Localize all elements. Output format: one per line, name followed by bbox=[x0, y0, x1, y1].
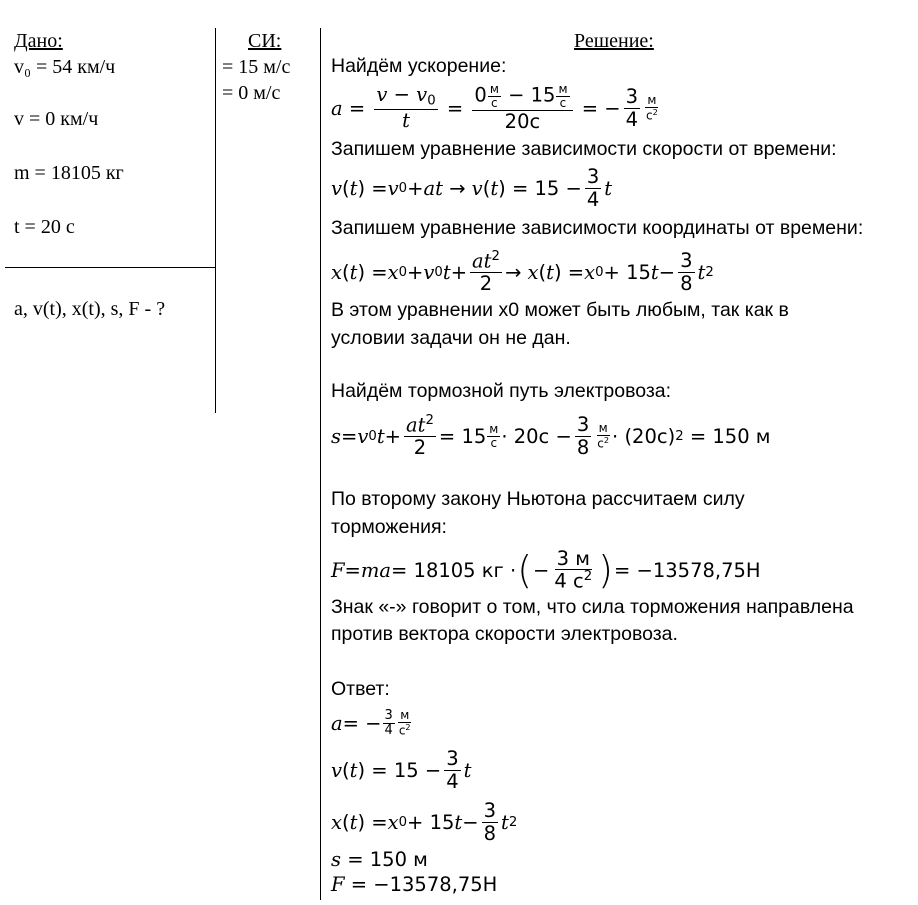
velocity-title: Запишем уравнение зависимости скорости от времени: bbox=[331, 138, 837, 160]
force-mass: 18105 кг bbox=[413, 558, 504, 582]
newton-line1: По второму закону Ньютона рассчитаем силу bbox=[331, 488, 745, 510]
path-title: Найдём тормозной путь электровоза: bbox=[331, 380, 672, 402]
solution-header: Решение: bbox=[574, 30, 654, 52]
x0-note-line2: условии задачи он не дан. bbox=[331, 327, 571, 349]
si-v0: = 15 м/с bbox=[222, 56, 291, 78]
force-result: −13578,75Н bbox=[636, 558, 761, 582]
given-find: a, v(t), x(t), s, F - ? bbox=[14, 298, 166, 320]
velocity-formula: v ( t ) = v 0 + at → v ( t ) = 15 − $\frac{3}{4}$ t bbox=[331, 164, 613, 211]
si-header: СИ: bbox=[248, 30, 282, 52]
given-t: t = 20 с bbox=[14, 216, 75, 238]
sign-note-line2: против вектора скорости электровоза. bbox=[331, 623, 678, 645]
answer-force-value: −13578,75Н bbox=[373, 872, 498, 896]
answer-accel: a = − $\frac{3}{4}$ $\frac{м}{с^2}$ bbox=[331, 707, 411, 738]
divider-given-si bbox=[215, 28, 216, 413]
divider-given-find bbox=[5, 267, 216, 268]
answer-title: Ответ: bbox=[331, 678, 390, 700]
answer-coord: x ( t ) = x 0 + 15 t − $\frac{3}{8}$ t 2 bbox=[331, 798, 518, 845]
given-header: Дано: bbox=[14, 30, 63, 52]
accel-formula: a = $\frac{v - v_0}{t}$ = 0 $\frac{м}{с}$ − 15 $\frac{м}{с}$ 20с = − $\frac{3}{4}$ $\frac{м}{с^2}$ bbox=[331, 82, 658, 133]
coord-formula: x ( t ) = x 0 + v 0 t + $\frac{at^2}{2}$ → x ( t ) = x 0 + 15 t − $\frac{3}{8}$ t 2 bbox=[331, 248, 714, 295]
force-formula: F = ma = 18105 кг · ( − $\frac{3 м}{4 с^2}$ ) = −13578,75Н bbox=[331, 546, 761, 593]
answer-velocity: v ( t ) = 15 − $\frac{3}{4}$ t bbox=[331, 746, 472, 793]
si-v: = 0 м/с bbox=[222, 82, 281, 104]
answer-path-value: 150 м bbox=[369, 847, 428, 871]
path-formula: s = v 0 t + $\frac{at^2}{2}$ = 15 $\frac{м}{с}$ · 20с − $\frac{3}{8}$ $\frac{м}{с^2}$ · (20с) 2 = 150 м bbox=[331, 412, 771, 459]
newton-line2: торможения: bbox=[331, 516, 447, 538]
coord-title: Запишем уравнение зависимости координаты от времени: bbox=[331, 217, 864, 239]
accel-title: Найдём ускорение: bbox=[331, 55, 507, 77]
given-v: v = 0 км/ч bbox=[14, 108, 99, 130]
sign-note-line1: Знак «-» говорит о том, что сила торможения направлена bbox=[331, 596, 854, 618]
x0-note-line1: В этом уравнении x0 может быть любым, так как в bbox=[331, 299, 789, 321]
given-v0: v₀ = 54 км/ч bbox=[14, 56, 116, 78]
path-result: 150 м bbox=[712, 424, 771, 448]
answer-force: F = −13578,75Н bbox=[331, 872, 498, 896]
given-m: m = 18105 кг bbox=[14, 162, 124, 184]
answer-path: s = 150 м bbox=[331, 847, 428, 871]
divider-si-solution bbox=[320, 28, 321, 900]
